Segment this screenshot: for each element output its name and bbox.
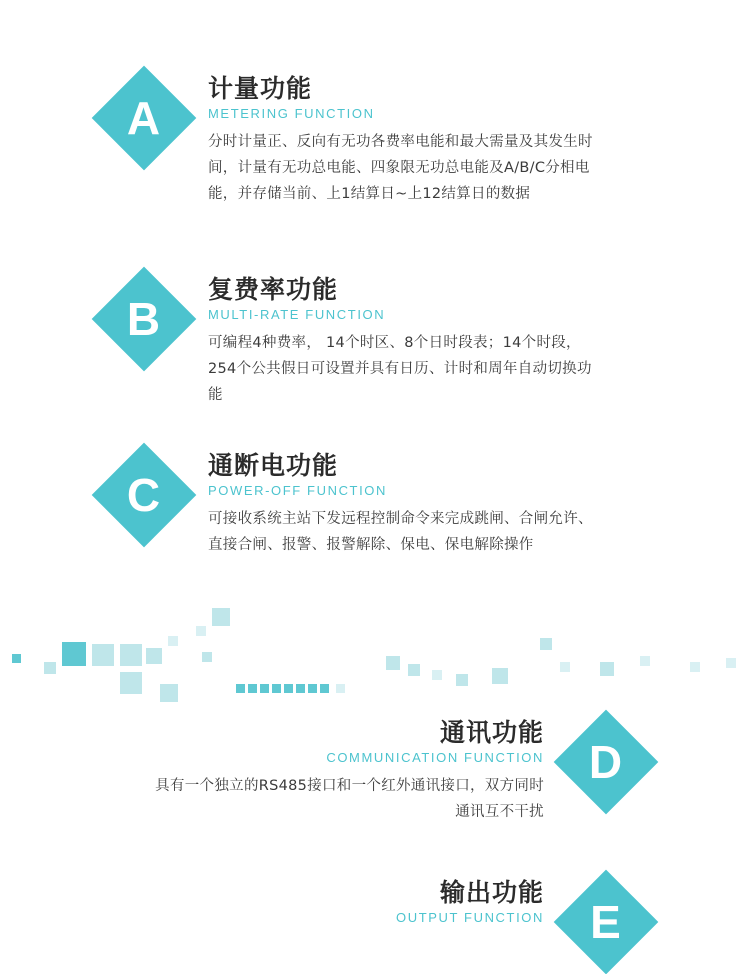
- feature-description: 可编程4种费率， 14个时区、8个日时段表；14个时段，254个公共假日可设置并具有日历、计时和周年自动切换功能: [208, 335, 592, 403]
- diamond-badge-b: [92, 267, 196, 371]
- diamond-badge-a: [92, 66, 196, 170]
- feature-description: 分时计量正、反向有无功各费率电能和最大需量及其发生时间，计量有无功总电能、四象限无功总电能及A/B/C分相电能，并存储当前、上1结算日~上12结算日的数据: [208, 134, 593, 202]
- feature-description: 具有一个独立的RS485接口和一个红外通讯接口，双方同时通讯互不干扰: [155, 778, 544, 820]
- feature-title: 通讯功能: [439, 718, 544, 747]
- diamond-letter: D: [588, 736, 624, 788]
- feature-text-a: [208, 66, 603, 207]
- feature-block-d: [149, 710, 658, 825]
- feature-title: 计量功能: [208, 74, 313, 103]
- feature-text-e: [149, 870, 544, 933]
- diamond-letter: E: [590, 896, 622, 948]
- diamond-badge-c: [92, 443, 196, 547]
- diamond-badge-e: [554, 870, 658, 974]
- diamond-letter: C: [126, 469, 162, 521]
- feature-text-b: [208, 267, 603, 408]
- feature-subtitle: OUTPUT FUNCTION: [396, 910, 544, 925]
- feature-subtitle: POWER-OFF FUNCTION: [208, 483, 388, 498]
- feature-title: 通断电功能: [208, 451, 339, 480]
- feature-block-e: [149, 870, 658, 974]
- decorative-pixel-band: [0, 600, 750, 720]
- feature-subtitle: METERING FUNCTION: [208, 106, 375, 121]
- feature-title: 复费率功能: [208, 275, 339, 304]
- diamond-letter: A: [126, 92, 162, 144]
- feature-block-a: [92, 66, 603, 207]
- feature-text-c: [208, 443, 603, 558]
- feature-subtitle: COMMUNICATION FUNCTION: [326, 750, 544, 765]
- feature-subtitle: MULTI-RATE FUNCTION: [208, 307, 386, 322]
- feature-text-d: [149, 710, 544, 825]
- feature-block-b: [92, 267, 603, 408]
- feature-description: 可接收系统主站下发远程控制命令来完成跳闸、合闸允许、直接合闸、报警、报警解除、保电、保电解除操作: [208, 511, 593, 553]
- diamond-letter: B: [126, 293, 162, 345]
- diamond-badge-d: [554, 710, 658, 814]
- feature-title: 输出功能: [439, 878, 544, 907]
- feature-block-c: [92, 443, 603, 558]
